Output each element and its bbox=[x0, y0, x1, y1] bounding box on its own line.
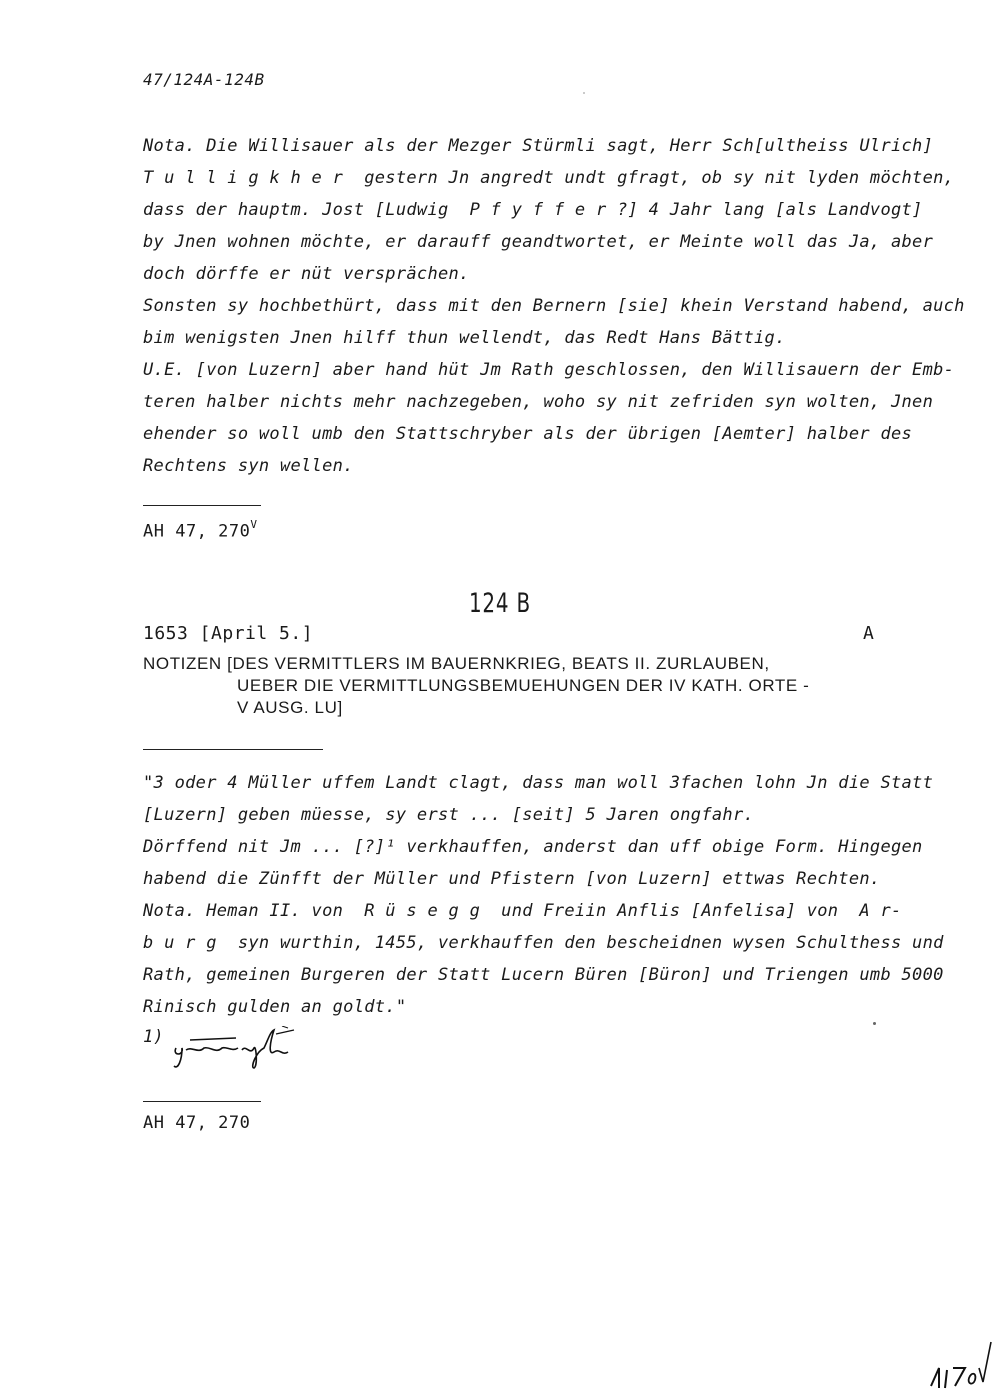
text-line: Rath, gemeinen Burgeren der Statt Lucern Büren [Büron] und Triengen umb 5000 bbox=[143, 965, 944, 985]
footnote-marker: 1) bbox=[143, 1027, 164, 1047]
document-number: 124 B bbox=[468, 588, 532, 619]
handwritten-annotation bbox=[170, 1026, 320, 1076]
section-b-text bbox=[143, 767, 944, 1023]
text-line: Nota. Heman II. von R ü s e g g und Freiin Anflis [Anfelisa] von A r- bbox=[143, 901, 902, 921]
section-a-text bbox=[143, 130, 965, 482]
source-citation-sup: V bbox=[250, 518, 258, 531]
text-line: Rinisch gulden an goldt." bbox=[143, 997, 407, 1017]
document-date: 1653 [April 5.] bbox=[143, 623, 314, 644]
text-line: T u l l i g k h e r gestern Jn angredt undt gfragt, ob sy nit lyden möchten, bbox=[143, 168, 955, 188]
text-line: Nota. Die Willisauer als der Mezger Stürmli sagt, Herr Sch[ultheiss Ulrich] bbox=[143, 136, 934, 156]
archive-reference: 47/124A-124B bbox=[143, 70, 265, 89]
scan-speck bbox=[873, 1022, 876, 1025]
title-line: NOTIZEN [DES VERMITTLERS IM BAUERNKRIEG, BEATS II. ZURLAUBEN, bbox=[143, 654, 770, 673]
source-citation-a bbox=[143, 520, 257, 542]
document-title bbox=[143, 653, 809, 719]
text-line: U.E. [von Luzern] aber hand hüt Jm Rath geschlossen, den Willisauern der Emb- bbox=[143, 360, 955, 380]
text-line: Sonsten sy hochbethürt, dass mit den Bernern [sie] khein Verstand habend, auch bbox=[143, 296, 965, 316]
title-line: UEBER DIE VERMITTLUNGSBEMUEHUNGEN DER IV KATH. ORTE - bbox=[237, 676, 810, 695]
text-line: dass der hauptm. Jost [Ludwig P f y f f e r ?] 4 Jahr lang [als Landvogt] bbox=[143, 200, 923, 220]
text-line: Rechtens syn wellen. bbox=[143, 456, 354, 476]
scan-speck bbox=[583, 92, 585, 94]
source-citation-b: AH 47, 270 bbox=[143, 1113, 251, 1133]
text-line: ehender so woll umb den Stattschryber als der übrigen [Aemter] halber des bbox=[143, 424, 913, 444]
text-line: b u r g syn wurthin, 1455, verkhauffen den bescheidnen wysen Schulthess und bbox=[143, 933, 944, 953]
text-line: teren halber nichts mehr nachzegeben, woho sy nit zefriden syn wolten, Jnen bbox=[143, 392, 934, 412]
divider bbox=[143, 505, 261, 506]
divider bbox=[143, 749, 323, 750]
text-line: by Jnen wohnen möchte, er darauff geandtwortet, er Meinte woll das Ja, aber bbox=[143, 232, 934, 252]
source-citation-text: AH 47, 270 bbox=[143, 521, 251, 542]
divider bbox=[143, 1101, 261, 1102]
text-line: habend die Zünfft der Müller und Pfistern [von Luzern] ettwas Rechten. bbox=[143, 869, 881, 889]
version-marker: A bbox=[863, 623, 874, 644]
page-number-stamp bbox=[925, 1338, 995, 1394]
text-line: "3 oder 4 Müller uffem Landt clagt, dass man woll 3fachen lohn Jn die Statt bbox=[143, 773, 934, 793]
text-line: Dörffend nit Jm ... [?]¹ verkhauffen, anderst dan uff obige Form. Hingegen bbox=[143, 837, 923, 857]
title-line: V AUSG. LU] bbox=[237, 698, 343, 717]
text-line: bim wenigsten Jnen hilff thun wellendt, das Redt Hans Bättig. bbox=[143, 328, 786, 348]
text-line: doch dörffe er nüt versprächen. bbox=[143, 264, 470, 284]
text-line: [Luzern] geben müesse, sy erst ... [seit] 5 Jaren ongfahr. bbox=[143, 805, 755, 825]
